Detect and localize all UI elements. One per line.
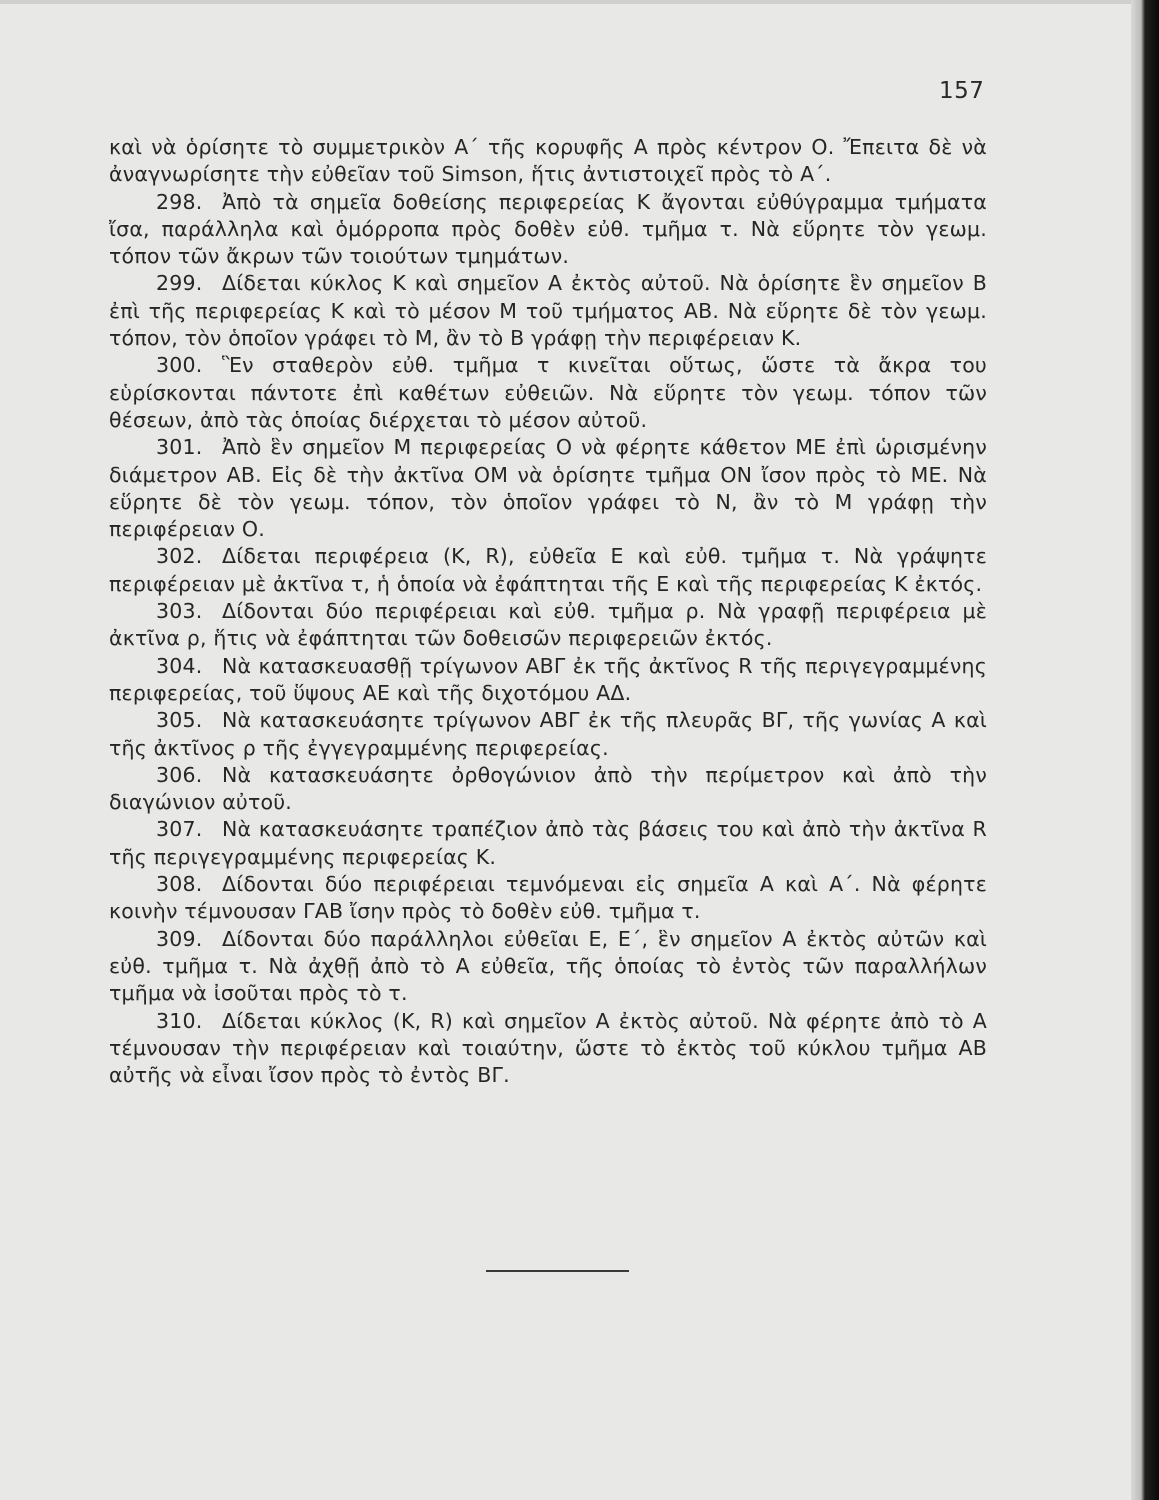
section-end-rule <box>486 1270 629 1272</box>
exercise-text: Δίδονται δύο περιφέρειαι τεμνόμεναι εἰς σημεῖα Α καὶ Α΄. Νὰ φέρητε κοινὴν τέμνουσαν ΓΑΒ ἴσην πρὸς τὸ δοθὲν εὐθ. τμῆμα τ. <box>109 872 987 924</box>
paragraph-continuation <box>109 134 987 189</box>
exercise-number: 302. <box>156 544 203 569</box>
exercise-number: 309. <box>156 926 203 951</box>
exercise-298 <box>109 189 987 271</box>
exercise-306 <box>109 762 987 817</box>
exercise-text: Δίδονται δύο παράλληλοι εὐθεῖαι Ε, Ε΄, ἓν σημεῖον Α ἐκτὸς αὐτῶν καὶ εὐθ. τμῆμα τ. Νὰ ἀχθῇ ἀπὸ τὸ Α εὐθεῖα, τῆς ὁποίας τὸ ἐντὸς τῶν παραλλήλων τμῆμα νὰ ἰσοῦται πρὸς τὸ τ. <box>109 926 987 1006</box>
exercise-309 <box>109 926 987 1008</box>
exercise-300 <box>109 352 987 434</box>
exercise-number: 298. <box>156 189 203 214</box>
exercise-text: Νὰ κατασκευάσητε τρίγωνον ΑΒΓ ἐκ τῆς πλευρᾶς ΒΓ, τῆς γωνίας Α καὶ τῆς ἀκτῖνος ρ τῆς ἐγγεγραμμένης περιφερείας. <box>109 708 987 760</box>
exercise-text: Ἓν σταθερὸν εὐθ. τμῆμα τ κινεῖται οὕτως, ὥστε τὰ ἄκρα του εὑρίσκονται πάντοτε ἐπὶ καθέτων εὐθειῶν. Νὰ εὕρητε τὸν γεωμ. τόπον τῶν θέσεων, ἀπὸ τὰς ὁποίας διέρχεται τὸ μέσον αὐτοῦ. <box>109 353 987 432</box>
exercise-text: Ἀπὸ τὰ σημεῖα δοθείσης περιφερείας Κ ἄγονται εὐθύγραμμα τμήματα ἴσα, παράλληλα καὶ ὁμόρροπα πρὸς δοθὲν εὐθ. τμῆμα τ. Νὰ εὕρητε τὸν γεωμ. τόπον τῶν ἄκρων τῶν τοιούτων τμημάτων. <box>109 189 987 269</box>
exercise-number: 305. <box>156 708 203 733</box>
exercise-number: 304. <box>156 653 203 678</box>
paragraph-text: καὶ νὰ ὁρίσητε τὸ συμμετρικὸν Α΄ τῆς κορυφῆς Α πρὸς κέντρον Ο. Ἔπειτα δὲ νὰ ἀναγνωρίσητε τὴν εὐθεῖαν τοῦ Simson, ἥτις ἀντιστοιχεῖ πρὸς τὸ Α΄. <box>109 135 987 187</box>
page-top-edge <box>0 0 1131 4</box>
exercise-299 <box>109 270 987 352</box>
exercise-308 <box>109 871 987 926</box>
exercise-307 <box>109 816 987 871</box>
exercise-302 <box>109 543 987 598</box>
exercise-number: 303. <box>156 599 203 624</box>
exercise-number: 299. <box>156 271 203 296</box>
exercise-310 <box>109 1008 987 1090</box>
exercise-number: 308. <box>156 872 203 897</box>
exercise-text: Δίδεται κύκλος Κ καὶ σημεῖον Α ἐκτὸς αὐτοῦ. Νὰ ὁρίσητε ἓν σημεῖον Β ἐπὶ τῆς περιφερείας Κ καὶ τὸ μέσον Μ τοῦ τμήματος ΑΒ. Νὰ εὕρητε δὲ τὸν γεωμ. τόπον, τὸν ὁποῖον γράφει τὸ Μ, ἂν τὸ Β γράφῃ τὴν περιφέρειαν Κ. <box>109 271 987 351</box>
exercise-number: 310. <box>156 1008 203 1033</box>
exercise-number: 300. <box>156 353 203 378</box>
page-right-edge-shadow <box>1131 0 1159 1500</box>
page-number: 157 <box>939 78 985 104</box>
exercise-text: Δίδεται κύκλος (Κ, R) καὶ σημεῖον Α ἐκτὸς αὐτοῦ. Νὰ φέρητε ἀπὸ τὸ Α τέμνουσαν τὴν περιφέρειαν καὶ τοιαύτην, ὥστε τὸ ἐκτὸς τοῦ κύκλου τμῆμα ΑΒ αὐτῆς νὰ εἶναι ἴσον πρὸς τὸ ἐντὸς ΒΓ. <box>109 1008 987 1088</box>
exercise-text: Νὰ κατασκευασθῇ τρίγωνον ΑΒΓ ἐκ τῆς ἀκτῖνος R τῆς περιγεγραμμένης περιφερείας, τοῦ ὕψους ΑΕ καὶ τῆς διχοτόμου ΑΔ. <box>109 653 987 705</box>
exercise-305 <box>109 707 987 762</box>
exercise-text: Ἀπὸ ἓν σημεῖον Μ περιφερείας Ο νὰ φέρητε κάθετον ΜΕ ἐπὶ ὡρισμένην διάμετρον ΑΒ. Εἰς δὲ τὴν ἀκτῖνα ΟΜ νὰ ὁρίσητε τμῆμα ΟΝ ἴσον πρὸς τὸ ΜΕ. Νὰ εὕρητε δὲ τὸν γεωμ. τόπον, τὸν ὁποῖον γράφει τὸ Ν, ἂν τὸ Μ γράφῃ τὴν περιφέρειαν Ο. <box>109 435 987 542</box>
exercise-text: Δίδεται περιφέρεια (Κ, R), εὐθεῖα Ε καὶ εὐθ. τμῆμα τ. Νὰ γράψητε περιφέρειαν μὲ ἀκτῖνα τ, ἡ ὁποία νὰ ἐφάπτηται τῆς Ε καὶ τῆς περιφερείας Κ ἐκτός. <box>109 544 987 596</box>
exercise-text: Νὰ κατασκευάσητε τραπέζιον ἀπὸ τὰς βάσεις του καὶ ἀπὸ τὴν ἀκτῖνα R τῆς περιγεγραμμένης περιφερείας Κ. <box>109 817 987 869</box>
exercise-text-block <box>109 134 987 1089</box>
exercise-304 <box>109 653 987 708</box>
exercise-text: Δίδονται δύο περιφέρειαι καὶ εὐθ. τμῆμα ρ. Νὰ γραφῇ περιφέρεια μὲ ἀκτῖνα ρ, ἥτις νὰ ἐφάπτηται τῶν δοθεισῶν περιφερειῶν ἐκτός. <box>109 599 987 651</box>
exercise-number: 306. <box>156 762 203 787</box>
exercise-303 <box>109 598 987 653</box>
exercise-number: 307. <box>156 817 203 842</box>
exercise-number: 301. <box>156 435 203 460</box>
exercise-301 <box>109 434 987 543</box>
exercise-text: Νὰ κατασκευάσητε ὀρθογώνιον ἀπὸ τὴν περίμετρον καὶ ἀπὸ τὴν διαγώνιον αὐτοῦ. <box>109 762 987 815</box>
